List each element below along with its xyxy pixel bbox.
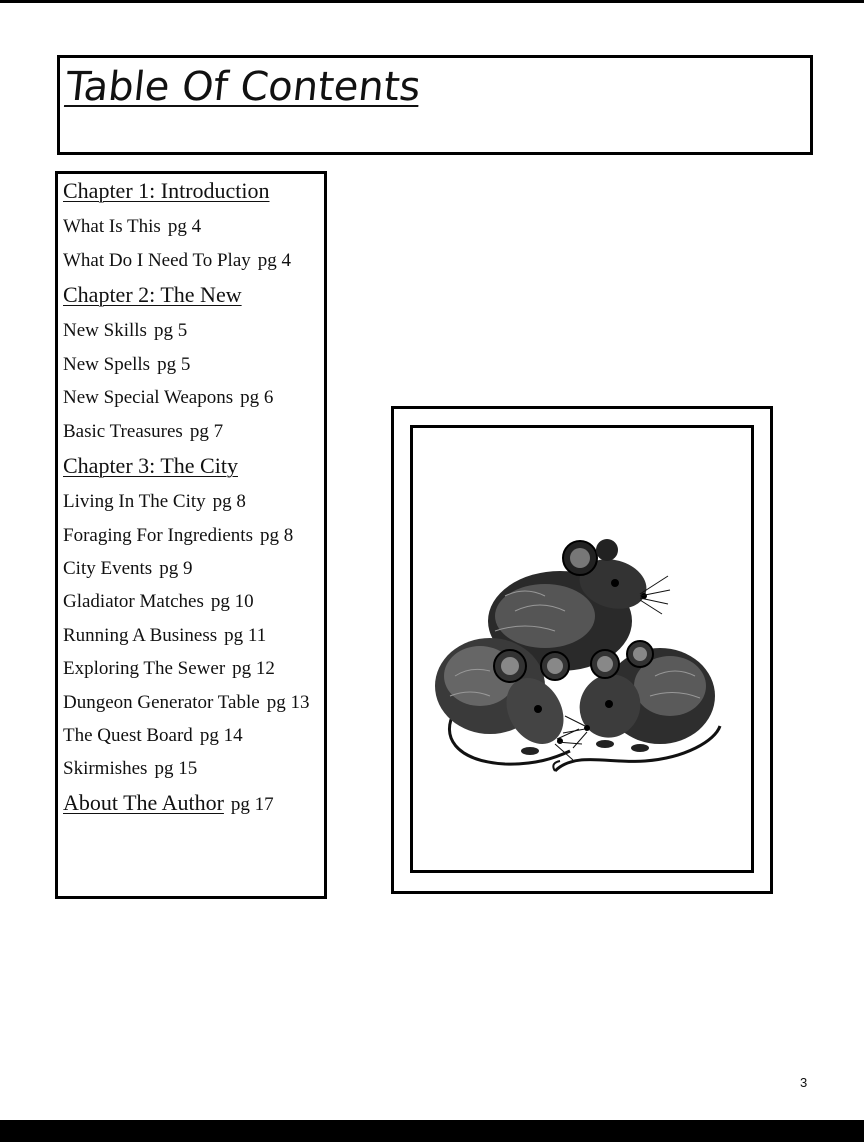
table-of-contents-box: [55, 171, 327, 899]
toc-item-page: pg 14: [199, 725, 243, 746]
toc-item-label: Chapter 1: Introduction: [63, 178, 270, 203]
toc-item-page: pg 13: [266, 692, 310, 713]
toc-item-page: pg 15: [154, 758, 198, 779]
toc-item-page: pg 5: [157, 354, 191, 375]
toc-entry: [63, 558, 192, 580]
page-title: Table Of Contents: [63, 64, 423, 110]
toc-item-label: Chapter 2: The New: [63, 282, 242, 307]
toc-item-label: What Do I Need To Play: [63, 250, 251, 271]
toc-item-page: pg 5: [153, 320, 188, 341]
toc-item-page: pg 10: [210, 591, 254, 612]
toc-chapter-heading: [63, 282, 242, 308]
illustration-frame-outer: [391, 406, 773, 894]
toc-chapter-heading: [63, 178, 270, 204]
toc-item-page: pg 17: [230, 794, 274, 815]
toc-item-label: The Quest Board: [63, 725, 193, 746]
toc-item-label: Skirmishes: [63, 758, 148, 779]
toc-entry: [63, 758, 197, 780]
toc-item-page: pg 4: [167, 216, 202, 237]
toc-item-label: Exploring The Sewer: [63, 658, 226, 679]
toc-item-page: pg 12: [232, 658, 275, 679]
three-mice-illustration: [435, 536, 730, 796]
toc-item-label: Living In The City: [63, 491, 206, 512]
toc-entry: [63, 725, 243, 747]
title-box: [57, 55, 813, 155]
toc-entry: [63, 421, 223, 443]
toc-item-label: About The Author: [63, 790, 224, 815]
toc-item-label: New Spells: [63, 354, 151, 375]
toc-item-page: pg 4: [257, 250, 291, 271]
toc-item-page: pg 7: [189, 421, 224, 442]
toc-entry: [63, 625, 266, 647]
toc-entry: [63, 387, 273, 409]
bottom-bar: [0, 1120, 864, 1142]
toc-entry: [63, 320, 187, 342]
toc-chapter-heading: [63, 453, 238, 479]
toc-item-label: Gladiator Matches: [63, 591, 204, 612]
toc-entry: [63, 658, 275, 680]
toc-chapter-heading: [63, 790, 274, 818]
toc-item-label: What Is This: [63, 216, 161, 237]
toc-item-page: pg 6: [240, 387, 274, 408]
toc-item-page: pg 8: [259, 525, 294, 546]
toc-item-page: pg 8: [212, 491, 246, 512]
toc-item-label: Basic Treasures: [63, 421, 183, 442]
toc-item-label: Chapter 3: The City: [63, 453, 238, 478]
toc-entry: [63, 591, 254, 613]
toc-entry: [63, 250, 291, 272]
toc-item-label: New Special Weapons: [63, 387, 234, 408]
toc-item-label: Dungeon Generator Table: [63, 692, 260, 713]
toc-item-label: Foraging For Ingredients: [63, 525, 253, 546]
top-rule: [0, 0, 864, 3]
toc-entry: [63, 354, 190, 376]
page-number: 3: [800, 1075, 808, 1090]
toc-item-label: Running A Business: [63, 625, 218, 646]
toc-entry: [63, 216, 201, 238]
toc-item-page: pg 11: [224, 625, 267, 646]
toc-entry: [63, 525, 293, 547]
toc-item-page: pg 9: [159, 558, 193, 579]
toc-item-label: New Skills: [63, 320, 147, 341]
toc-entry: [63, 491, 246, 513]
toc-item-label: City Events: [63, 558, 153, 579]
illustration-frame-inner: [410, 425, 754, 873]
toc-entry: [63, 692, 309, 714]
